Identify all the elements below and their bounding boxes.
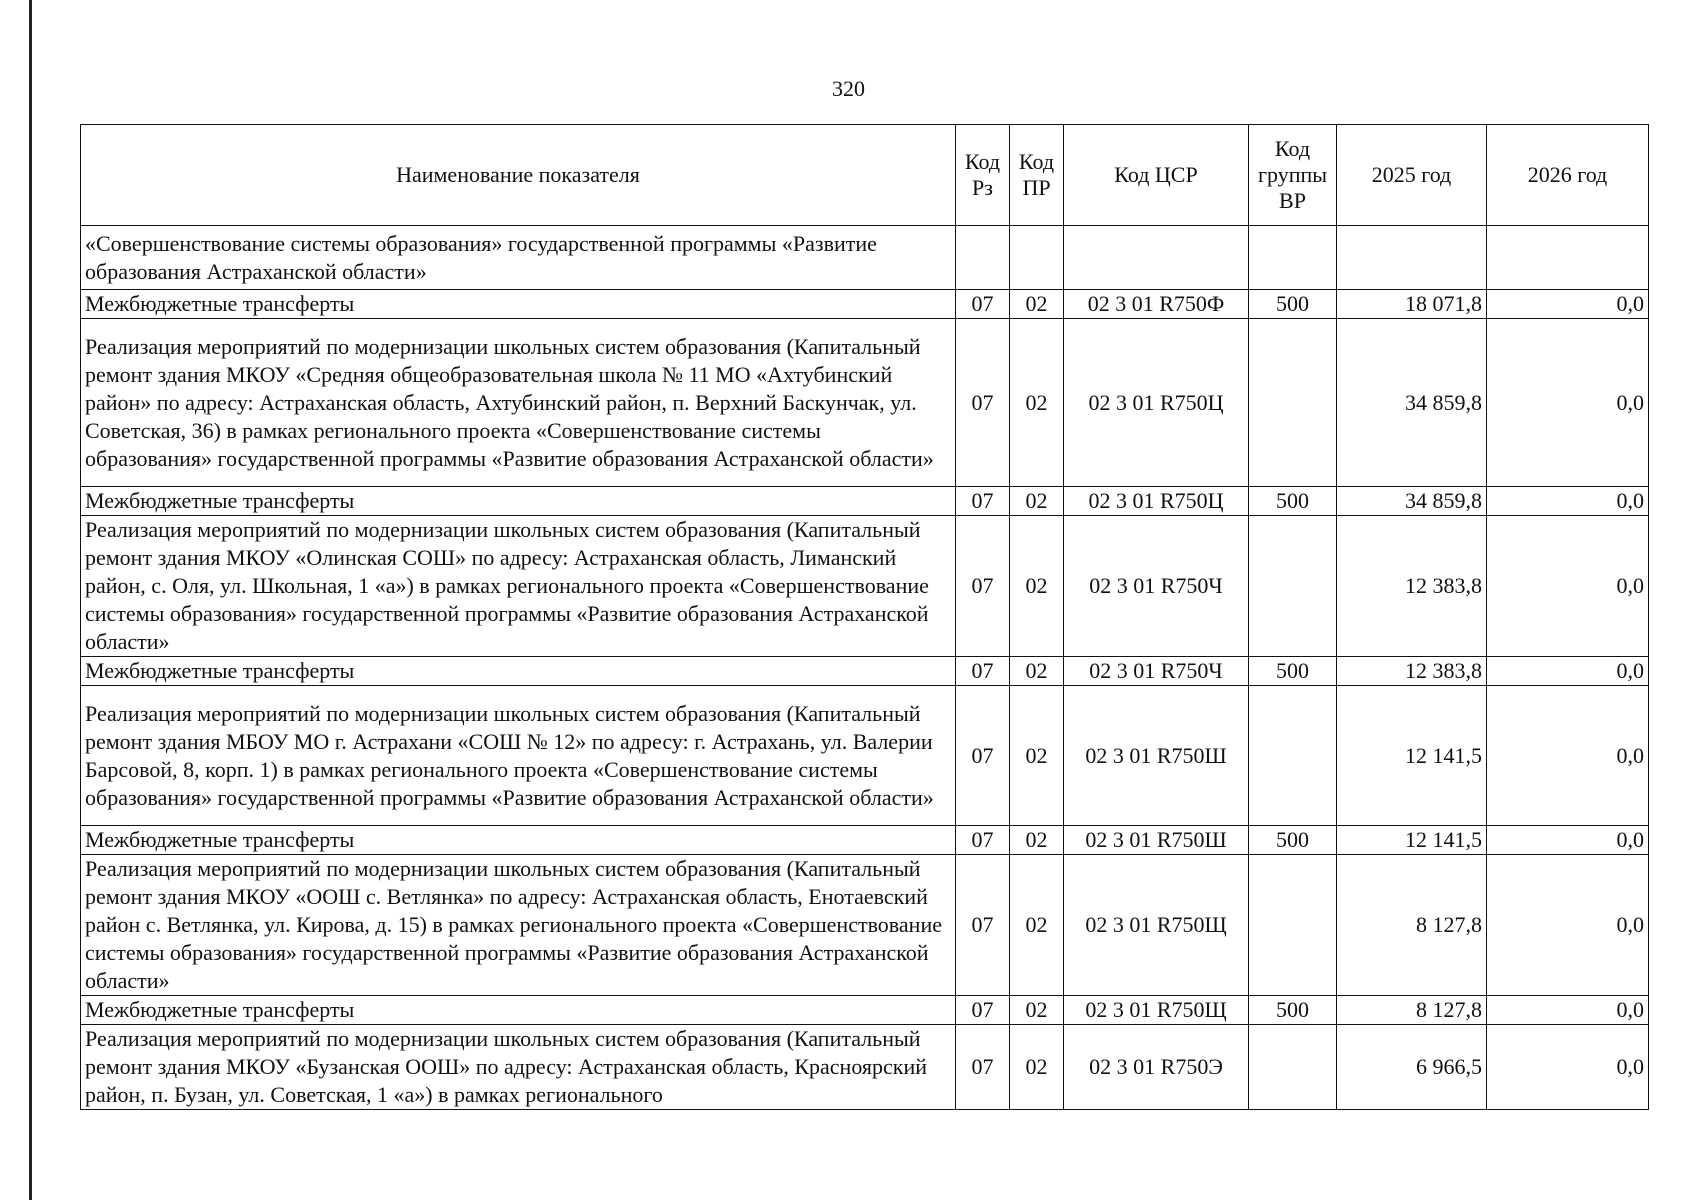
cell-pr: 02: [1010, 487, 1064, 516]
cell-vr: [1249, 226, 1337, 290]
header-rz: Код Рз: [956, 125, 1010, 226]
cell-csr: 02 3 01 R750Ц: [1064, 319, 1249, 487]
cell-vr: [1249, 319, 1337, 487]
cell-pr: 02: [1010, 686, 1064, 826]
table-row: [81, 657, 1649, 686]
table-row: [81, 826, 1649, 855]
cell-csr: 02 3 01 R750Щ: [1064, 855, 1249, 996]
cell-pr: 02: [1010, 290, 1064, 319]
cell-2026: 0,0: [1487, 996, 1649, 1025]
cell-pr: 02: [1010, 1025, 1064, 1110]
cell-pr: 02: [1010, 657, 1064, 686]
cell-name: «Совершенствование системы образования» государственной программы «Развитие образования Астраханской области»: [81, 226, 956, 290]
table-row: [81, 686, 1649, 826]
page-number: 320: [832, 76, 865, 101]
cell-csr: 02 3 01 R750Ш: [1064, 826, 1249, 855]
cell-2026: 0,0: [1487, 516, 1649, 657]
header-name: Наименование показателя: [81, 125, 956, 226]
cell-rz: 07: [956, 516, 1010, 657]
header-2025: 2025 год: [1337, 125, 1487, 226]
cell-name: Реализация мероприятий по модернизации школьных систем образования (Капитальный ремонт здания МКОУ «ООШ с. Ветлянка» по адресу: Астраханская область, Енотаевский район с. Ветлянка, ул. Кирова, д. 15) в рамках регионального проекта «Совершенствование системы образования» государственной программы «Развитие образования Астраханской области»: [81, 855, 956, 996]
cell-rz: 07: [956, 290, 1010, 319]
cell-csr: 02 3 01 R750Ф: [1064, 290, 1249, 319]
cell-pr: 02: [1010, 996, 1064, 1025]
cell-2025: 12 383,8: [1337, 657, 1487, 686]
cell-2025: 12 383,8: [1337, 516, 1487, 657]
table-row: [81, 516, 1649, 657]
cell-vr: 500: [1249, 487, 1337, 516]
table-row: [81, 1025, 1649, 1110]
cell-vr: 500: [1249, 657, 1337, 686]
cell-csr: 02 3 01 R750Э: [1064, 1025, 1249, 1110]
cell-name: Межбюджетные трансферты: [81, 487, 956, 516]
cell-2025: 34 859,8: [1337, 487, 1487, 516]
cell-name: Реализация мероприятий по модернизации школьных систем образования (Капитальный ремонт здания МКОУ «Бузанская ООШ» по адресу: Астраханская область, Красноярский район, п. Бузан, ул. Советская, 1 «а») в рамках регионального: [81, 1025, 956, 1110]
cell-2026: 0,0: [1487, 487, 1649, 516]
cell-csr: 02 3 01 R750Ц: [1064, 487, 1249, 516]
table-row: [81, 996, 1649, 1025]
header-pr: Код ПР: [1010, 125, 1064, 226]
cell-csr: 02 3 01 R750Ч: [1064, 516, 1249, 657]
cell-rz: 07: [956, 487, 1010, 516]
cell-2026: 0,0: [1487, 657, 1649, 686]
cell-csr: 02 3 01 R750Щ: [1064, 996, 1249, 1025]
cell-2026: 0,0: [1487, 826, 1649, 855]
table-row: [81, 487, 1649, 516]
cell-rz: 07: [956, 319, 1010, 487]
cell-rz: 07: [956, 996, 1010, 1025]
cell-name: Межбюджетные трансферты: [81, 657, 956, 686]
cell-2025: 12 141,5: [1337, 686, 1487, 826]
cell-2025: 8 127,8: [1337, 996, 1487, 1025]
cell-pr: 02: [1010, 319, 1064, 487]
cell-vr: 500: [1249, 826, 1337, 855]
cell-vr: 500: [1249, 996, 1337, 1025]
cell-rz: [956, 226, 1010, 290]
cell-2026: 0,0: [1487, 1025, 1649, 1110]
header-csr: Код ЦСР: [1064, 125, 1249, 226]
cell-2025: [1337, 226, 1487, 290]
cell-rz: 07: [956, 686, 1010, 826]
cell-rz: 07: [956, 657, 1010, 686]
cell-2025: 12 141,5: [1337, 826, 1487, 855]
table-header-row: [81, 125, 1649, 226]
header-2026: 2026 год: [1487, 125, 1649, 226]
binding-edge-line: [29, 0, 32, 1200]
cell-name: Реализация мероприятий по модернизации школьных систем образования (Капитальный ремонт здания МБОУ МО г. Астрахани «СОШ № 12» по адресу: г. Астрахань, ул. Валерии Барсовой, 8, корп. 1) в рамках регионального проекта «Совершенствование системы образования» государственной программы «Развитие образования Астраханской области»: [81, 686, 956, 826]
table-row: [81, 226, 1649, 290]
cell-2026: 0,0: [1487, 686, 1649, 826]
cell-2026: 0,0: [1487, 319, 1649, 487]
cell-rz: 07: [956, 826, 1010, 855]
budget-table: [80, 124, 1649, 1110]
table-row: [81, 855, 1649, 996]
cell-name: Межбюджетные трансферты: [81, 996, 956, 1025]
cell-vr: [1249, 855, 1337, 996]
cell-name: Межбюджетные трансферты: [81, 290, 956, 319]
table-row: [81, 319, 1649, 487]
cell-vr: [1249, 1025, 1337, 1110]
cell-name: Реализация мероприятий по модернизации школьных систем образования (Капитальный ремонт здания МКОУ «Средняя общеобразовательная школа № 11 МО «Ахтубинский район» по адресу: Астраханская область, Ахтубинский район, п. Верхний Баскунчак, ул. Советская, 36) в рамках регионального проекта «Совершенствование системы образования» государственной программы «Развитие образования Астраханской области»: [81, 319, 956, 487]
cell-vr: [1249, 686, 1337, 826]
cell-pr: 02: [1010, 855, 1064, 996]
cell-vr: [1249, 516, 1337, 657]
header-vr: Код группы ВР: [1249, 125, 1337, 226]
cell-pr: 02: [1010, 516, 1064, 657]
cell-rz: 07: [956, 855, 1010, 996]
cell-2026: 0,0: [1487, 290, 1649, 319]
cell-2025: 34 859,8: [1337, 319, 1487, 487]
cell-2025: 8 127,8: [1337, 855, 1487, 996]
cell-csr: 02 3 01 R750Ч: [1064, 657, 1249, 686]
cell-pr: 02: [1010, 826, 1064, 855]
cell-2025: 18 071,8: [1337, 290, 1487, 319]
cell-rz: 07: [956, 1025, 1010, 1110]
cell-name: Реализация мероприятий по модернизации школьных систем образования (Капитальный ремонт здания МКОУ «Олинская СОШ» по адресу: Астраханская область, Лиманский район, с. Оля, ул. Школьная, 1 «а») в рамках регионального проекта «Совершенствование системы образования» государственной программы «Развитие образования Астраханской области»: [81, 516, 956, 657]
cell-2026: 0,0: [1487, 855, 1649, 996]
cell-csr: [1064, 226, 1249, 290]
cell-csr: 02 3 01 R750Ш: [1064, 686, 1249, 826]
table-row: [81, 290, 1649, 319]
cell-name: Межбюджетные трансферты: [81, 826, 956, 855]
cell-pr: [1010, 226, 1064, 290]
cell-vr: 500: [1249, 290, 1337, 319]
cell-2026: [1487, 226, 1649, 290]
cell-2025: 6 966,5: [1337, 1025, 1487, 1110]
